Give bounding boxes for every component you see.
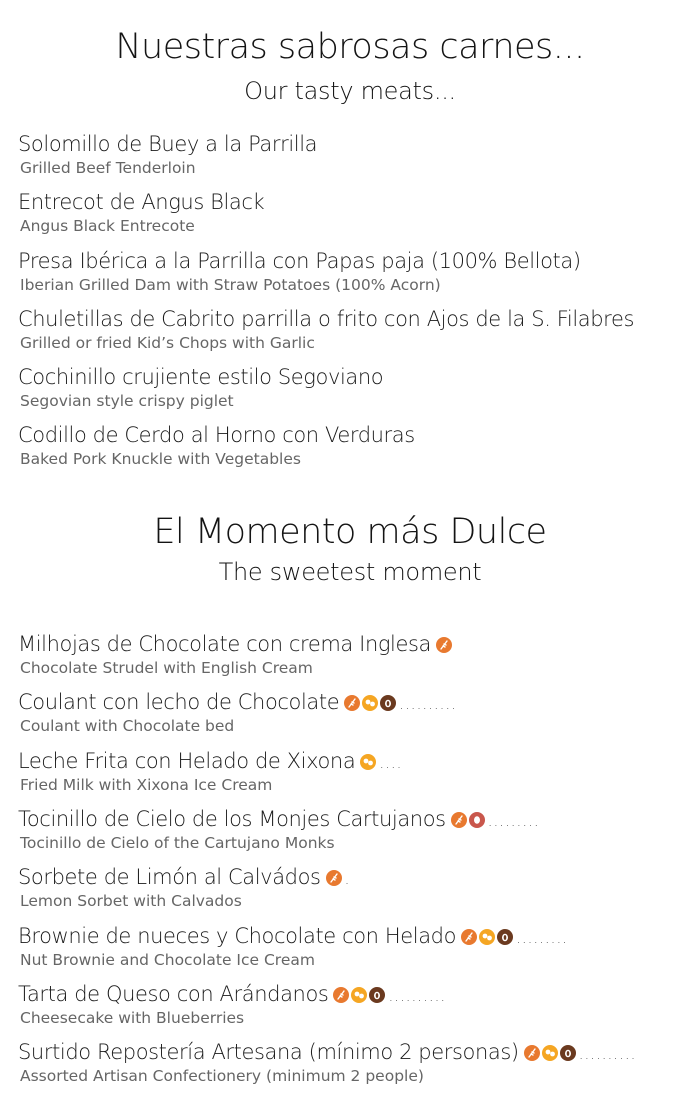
menu-item xyxy=(18,806,688,854)
item-name-text: Coulant con lecho de Chocolate xyxy=(18,690,340,714)
item-name-es: Cochinillo crujiente estilo Segoviano xyxy=(18,365,384,389)
nut-icon xyxy=(369,987,385,1003)
item-name-es xyxy=(18,981,688,1007)
item-name-en: Fried Milk with Xixona Ice Cream xyxy=(20,776,273,794)
allergen-icons xyxy=(461,925,515,951)
egg-icon xyxy=(479,929,495,945)
egg-icon xyxy=(362,695,378,711)
gluten-icon xyxy=(451,812,467,828)
item-name-es xyxy=(18,923,688,949)
menu-item xyxy=(18,422,688,470)
dot-leader: .......... xyxy=(578,1045,637,1063)
item-name-en: Grilled Beef Tenderloin xyxy=(20,159,196,177)
item-name-es xyxy=(18,806,688,832)
item-name-en: Assorted Artisan Confectionery (minimum 2 people) xyxy=(20,1067,424,1085)
item-name-es xyxy=(18,864,688,890)
nut-icon xyxy=(380,695,396,711)
menu-item xyxy=(18,306,688,354)
dot-leader: ......... xyxy=(487,812,540,830)
item-name-es xyxy=(18,689,688,715)
allergen-icons xyxy=(326,866,344,892)
item-name-es xyxy=(18,748,688,774)
item-name-en: Angus Black Entrecote xyxy=(20,217,195,235)
dot-leader: ......... xyxy=(516,929,568,947)
item-name-en: Chocolate Strudel with English Cream xyxy=(20,659,313,677)
menu-item xyxy=(18,923,688,971)
allergen-icons xyxy=(451,808,487,834)
egg-icon xyxy=(360,754,376,770)
meats-subtitle: Our tasty meats... xyxy=(244,77,456,105)
menu-item xyxy=(18,189,688,237)
item-name-text: Surtido Repostería Artesana (mínimo 2 personas) xyxy=(18,1040,519,1064)
allergen-icons xyxy=(360,750,378,776)
item-name-en: Baked Pork Knuckle with Vegetables xyxy=(20,450,301,468)
allergen-icons xyxy=(344,691,398,717)
item-name-text: Brownie de nueces y Chocolate con Helado xyxy=(18,924,457,948)
dot-leader: .......... xyxy=(399,695,457,713)
item-name-en: Iberian Grilled Dam with Straw Potatoes (100% Acorn) xyxy=(20,276,441,294)
nut-icon xyxy=(497,929,513,945)
menu-item xyxy=(18,1039,688,1087)
item-name-en: Segovian style crispy piglet xyxy=(20,392,234,410)
item-name-text: Leche Frita con Helado de Xixona xyxy=(18,749,356,773)
dairy-icon xyxy=(469,812,485,828)
meats-title: Nuestras sabrosas carnes... xyxy=(115,27,585,67)
dot-leader: . xyxy=(344,870,351,888)
gluten-icon xyxy=(461,929,477,945)
desserts-title: El Momento más Dulce xyxy=(153,512,547,552)
item-name-text: Sorbete de Limón al Calvádos xyxy=(18,865,321,889)
item-name-en: Nut Brownie and Chocolate Ice Cream xyxy=(20,951,315,969)
item-name-en: Coulant with Chocolate bed xyxy=(20,717,235,735)
egg-icon xyxy=(351,987,367,1003)
gluten-icon xyxy=(333,987,349,1003)
egg-icon xyxy=(542,1045,558,1061)
item-name-es: Presa Ibérica a la Parrilla con Papas paja (100% Bellota) xyxy=(18,249,581,273)
menu-item xyxy=(18,748,688,796)
menu-item xyxy=(18,981,688,1029)
item-name-text: Milhojas de Chocolate con crema Inglesa xyxy=(18,632,432,656)
item-name-es: Codillo de Cerdo al Horno con Verduras xyxy=(18,423,415,447)
item-name-es xyxy=(18,631,688,657)
menu-item xyxy=(18,689,688,737)
item-name-en: Lemon Sorbet with Calvados xyxy=(20,892,242,910)
item-name-es: Entrecot de Angus Black xyxy=(18,190,265,214)
item-name-en: Grilled or fried Kid’s Chops with Garlic xyxy=(20,334,315,352)
item-name-text: Tocinillo de Cielo de los Monjes Cartujanos xyxy=(18,807,446,831)
allergen-icons xyxy=(333,983,387,1009)
gluten-icon xyxy=(524,1045,540,1061)
item-name-en: Cheesecake with Blueberries xyxy=(20,1009,245,1027)
item-name-es: Chuletillas de Cabrito parrilla o frito con Ajos de la S. Filabres xyxy=(18,307,635,331)
menu-item xyxy=(18,864,688,912)
allergen-icons xyxy=(524,1041,578,1067)
nut-icon xyxy=(560,1045,576,1061)
menu-item xyxy=(18,364,688,412)
menu-item xyxy=(18,248,688,296)
gluten-icon xyxy=(436,637,452,653)
menu-item xyxy=(18,631,688,679)
dot-leader: .... xyxy=(379,754,403,772)
gluten-icon xyxy=(344,695,360,711)
item-name-en: Tocinillo de Cielo of the Cartujano Monks xyxy=(20,834,335,852)
gluten-icon xyxy=(326,870,342,886)
item-name-es: Solomillo de Buey a la Parrilla xyxy=(18,132,318,156)
allergen-icons xyxy=(436,633,454,659)
item-name-es xyxy=(18,1039,688,1065)
item-name-text: Tarta de Queso con Arándanos xyxy=(18,982,329,1006)
menu-item xyxy=(18,131,688,179)
desserts-subtitle: The sweetest moment xyxy=(218,558,482,586)
dot-leader: .......... xyxy=(388,987,447,1005)
